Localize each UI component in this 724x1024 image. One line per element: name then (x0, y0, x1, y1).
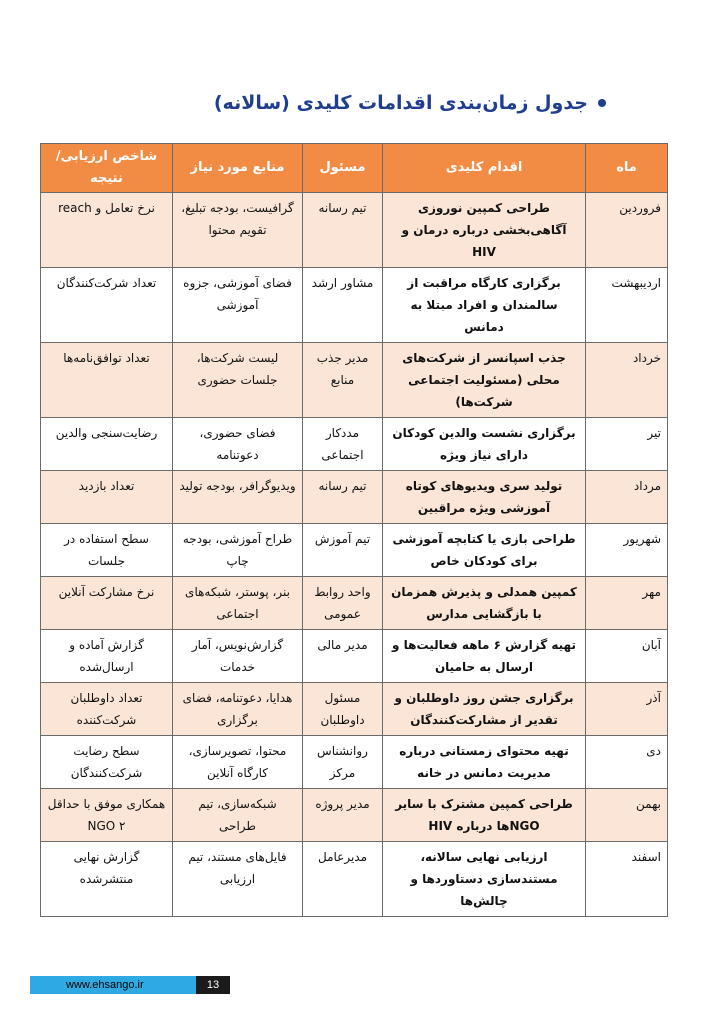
heading-text: جدول زمان‌بندی اقدامات کلیدی (سالانه) (213, 92, 588, 114)
section-heading (214, 92, 606, 114)
cell-month: آذر (586, 683, 668, 736)
cell-action: جذب اسپانسر از شرکت‌های محلی (مسئولیت اجتماعی شرکت‌ها) (383, 343, 586, 418)
cell-resources: گرافیست، بودجه تبلیغ، تقویم محتوا (173, 193, 303, 268)
header-responsible: مسئول (303, 144, 383, 193)
cell-resources: شبکه‌سازی، تیم طراحی (173, 789, 303, 842)
cell-responsible: مدیر پروژه (303, 789, 383, 842)
schedule-table (40, 143, 668, 917)
table-row (41, 193, 668, 268)
cell-kpi: نرخ مشارکت آنلاین (41, 577, 173, 630)
table-row (41, 789, 668, 842)
header-kpi: شاخص ارزیابی/نتیجه (41, 144, 173, 193)
cell-resources: طراح آموزشی، بودجه چاپ (173, 524, 303, 577)
cell-resources: بنر، پوستر، شبکه‌های اجتماعی (173, 577, 303, 630)
cell-resources: فضای آموزشی، جزوه آموزشی (173, 268, 303, 343)
cell-resources: فایل‌های مستند، تیم ارزیابی (173, 842, 303, 917)
cell-responsible: مدیر جذب منابع (303, 343, 383, 418)
header-action: اقدام کلیدی (383, 144, 586, 193)
cell-responsible: واحد روابط عمومی (303, 577, 383, 630)
cell-responsible: مسئول داوطلبان (303, 683, 383, 736)
cell-month: آبان (586, 630, 668, 683)
page-number: 13 (196, 976, 230, 994)
cell-month: دی (586, 736, 668, 789)
cell-resources: گزارش‌نویس، آمار خدمات (173, 630, 303, 683)
table-header-row (41, 144, 668, 193)
cell-action: برگزاری جشن روز داوطلبان و تقدیر از مشارکت‌کنندگان (383, 683, 586, 736)
table-row (41, 683, 668, 736)
table-row (41, 471, 668, 524)
cell-month: بهمن (586, 789, 668, 842)
cell-responsible: مددکار اجتماعی (303, 418, 383, 471)
table-row (41, 524, 668, 577)
page-footer (30, 976, 230, 994)
cell-responsible: تیم آموزش (303, 524, 383, 577)
cell-kpi: تعداد شرکت‌کنندگان (41, 268, 173, 343)
table-row (41, 577, 668, 630)
cell-month: خرداد (586, 343, 668, 418)
cell-responsible: روانشناس مرکز (303, 736, 383, 789)
cell-kpi: سطح استفاده در جلسات (41, 524, 173, 577)
cell-month: فروردین (586, 193, 668, 268)
table-body (41, 193, 668, 917)
cell-kpi: همکاری موفق با حداقل ۲ NGO (41, 789, 173, 842)
cell-responsible: تیم رسانه (303, 471, 383, 524)
table-row (41, 736, 668, 789)
cell-kpi: سطح رضایت شرکت‌کنندگان (41, 736, 173, 789)
cell-resources: ویدیوگرافر، بودجه تولید (173, 471, 303, 524)
cell-month: اردیبهشت (586, 268, 668, 343)
cell-month: مهر (586, 577, 668, 630)
cell-action: تهیه گزارش ۶ ماهه فعالیت‌ها و ارسال به حامیان (383, 630, 586, 683)
cell-action: کمپین همدلی و پذیرش همزمان با بازگشایی مدارس (383, 577, 586, 630)
cell-responsible: مدیرعامل (303, 842, 383, 917)
cell-kpi: تعداد داوطلبان شرکت‌کننده (41, 683, 173, 736)
cell-action: تهیه محتوای زمستانی درباره مدیریت دمانس در خانه (383, 736, 586, 789)
cell-action: ارزیابی نهایی سالانه، مستندسازی دستاوردها و چالش‌ها (383, 842, 586, 917)
table-row (41, 630, 668, 683)
cell-month: اسفند (586, 842, 668, 917)
cell-resources: لیست شرکت‌ها، جلسات حضوری (173, 343, 303, 418)
header-month: ماه (586, 144, 668, 193)
cell-resources: هدایا، دعوتنامه، فضای برگزاری (173, 683, 303, 736)
cell-month: شهریور (586, 524, 668, 577)
header-resources: منابع مورد نیاز (173, 144, 303, 193)
cell-kpi: گزارش نهایی منتشرشده (41, 842, 173, 917)
cell-responsible: مشاور ارشد (303, 268, 383, 343)
cell-month: تیر (586, 418, 668, 471)
cell-action: برگزاری نشست والدین کودکان دارای نیاز ویژه (383, 418, 586, 471)
cell-responsible: تیم رسانه (303, 193, 383, 268)
cell-action: تولید سری ویدیوهای کوتاه آموزشی ویژه مراقبین (383, 471, 586, 524)
footer-url: www.ehsango.ir (30, 976, 196, 994)
table-row (41, 842, 668, 917)
cell-action: طراحی کمپین نوروزی آگاهی‌بخشی درباره درمان و HIV (383, 193, 586, 268)
cell-month: مرداد (586, 471, 668, 524)
cell-responsible: مدیر مالی (303, 630, 383, 683)
cell-kpi: تعداد توافق‌نامه‌ها (41, 343, 173, 418)
bullet-icon (598, 99, 606, 107)
cell-resources: فضای حضوری، دعوتنامه (173, 418, 303, 471)
cell-kpi: گزارش آماده و ارسال‌شده (41, 630, 173, 683)
table-row (41, 268, 668, 343)
cell-action: طراحی بازی یا کتابچه آموزشی برای کودکان خاص (383, 524, 586, 577)
cell-action: برگزاری کارگاه مراقبت از سالمندان و افراد مبتلا به دمانس (383, 268, 586, 343)
cell-action: طراحی کمپین مشترک با سایر NGOها درباره HIV (383, 789, 586, 842)
table-row (41, 343, 668, 418)
cell-resources: محتوا، تصویرسازی، کارگاه آنلاین (173, 736, 303, 789)
cell-kpi: نرخ تعامل و reach (41, 193, 173, 268)
cell-kpi: تعداد بازدید (41, 471, 173, 524)
table-row (41, 418, 668, 471)
cell-kpi: رضایت‌سنجی والدین (41, 418, 173, 471)
